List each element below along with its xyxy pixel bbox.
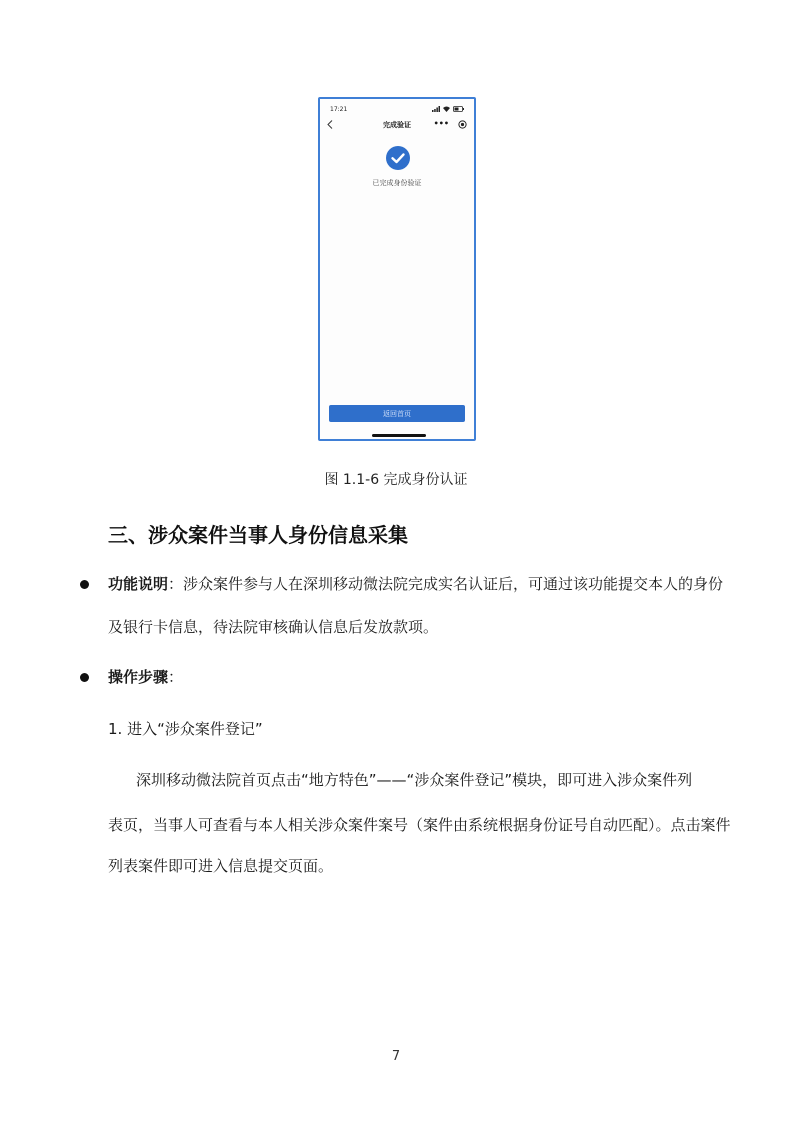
- wifi-icon: [443, 106, 450, 112]
- phone-screenshot: [318, 97, 476, 441]
- body-line: 深圳移动微法院首页点击“地方特色”——“涉众案件登记”模块，即可进入涉众案件列: [136, 771, 693, 789]
- status-time: 17:21: [330, 105, 348, 113]
- back-home-button[interactable]: 返回首页: [329, 405, 465, 422]
- body-line: 列表案件即可进入信息提交页面。: [108, 857, 334, 875]
- bullet-text: ：涉众案件参与人在深圳移动微法院完成实名认证后，可通过该功能提交本人的身份: [168, 575, 724, 593]
- body-line: 表页，当事人可查看与本人相关涉众案件案号（案件由系统根据身份证号自动匹配）。点击案件: [108, 816, 731, 834]
- bullet-operation-steps: [108, 670, 183, 685]
- signal-icon: [432, 106, 440, 112]
- verified-message: 已完成身份验证: [372, 179, 422, 187]
- bullet-dot: [80, 580, 89, 589]
- bullet-function-description: [108, 577, 723, 592]
- bullet-text: ：: [168, 668, 184, 686]
- system-icons: [432, 106, 464, 112]
- more-icon[interactable]: •••: [433, 119, 449, 128]
- navigation-bar: [320, 117, 474, 133]
- page-title: 完成验证: [383, 121, 411, 129]
- bullet-text-continued: 及银行卡信息，待法院审核确认信息后发放款项。: [108, 618, 439, 636]
- success-check-icon: [386, 146, 410, 170]
- battery-icon: [453, 106, 464, 112]
- bullet-label: 功能说明: [108, 575, 169, 593]
- step-heading: 1. 进入“涉众案件登记”: [108, 720, 263, 738]
- section-heading: 三、涉众案件当事人身份信息采集: [108, 523, 408, 547]
- page-number: 7: [391, 1049, 401, 1064]
- figure-caption: 图 1.1-6 完成身份认证: [324, 472, 468, 488]
- back-icon[interactable]: [327, 120, 333, 129]
- status-bar: [330, 104, 464, 114]
- bullet-dot: [80, 673, 89, 682]
- home-indicator: [372, 434, 426, 437]
- close-capsule-icon[interactable]: [458, 120, 467, 129]
- bullet-label: 操作步骤: [108, 668, 169, 686]
